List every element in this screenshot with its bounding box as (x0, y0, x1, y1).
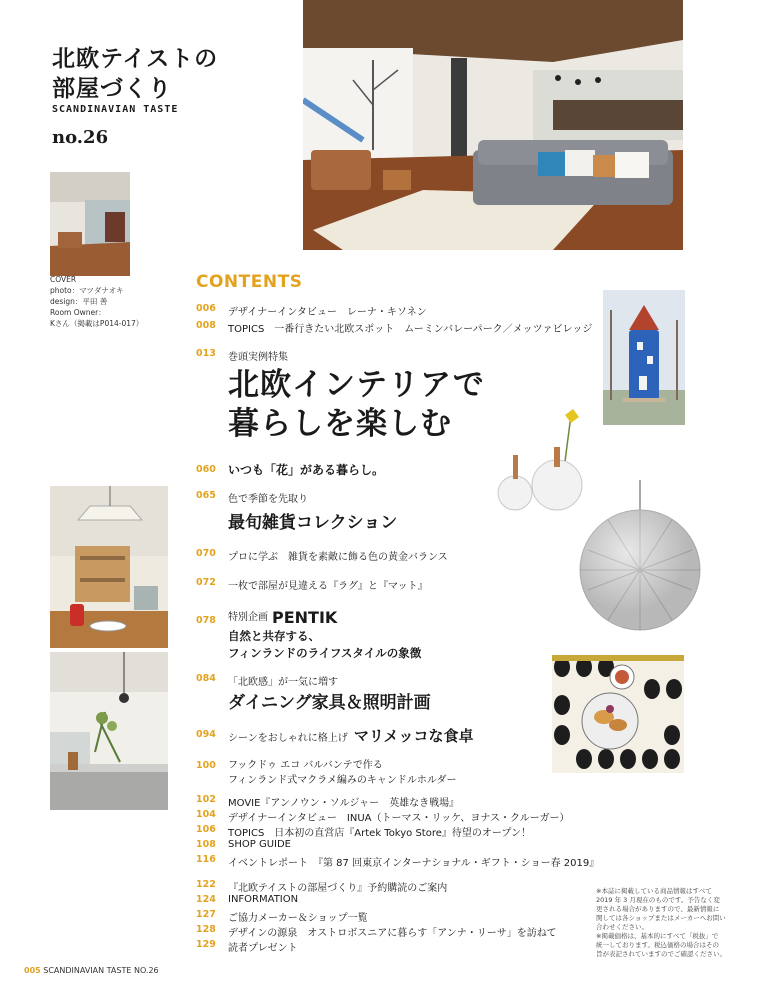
toc-page: 127 (196, 909, 216, 920)
note-line: 更される場合がありますので、最新情報に (596, 905, 720, 913)
magazine-subtitle: SCANDINAVIAN TASTE (52, 104, 179, 115)
disclaimer-notes (596, 887, 746, 959)
toc-headline: PENTIK (272, 608, 338, 627)
toc-item[interactable] (196, 924, 557, 939)
toc-page: 013 (196, 348, 216, 359)
toc-text (228, 758, 457, 788)
toc-item[interactable] (196, 758, 457, 788)
toc-label: 巻頭実例特集 (228, 352, 288, 363)
toc-headline: ダイニング家具＆照明計画 (228, 693, 431, 713)
footer-page-number: 005 (24, 966, 41, 975)
toc-subtext-line: フィンランドのライフスタイルの象徴 (228, 646, 422, 660)
toc-label: 色で季節を先取り (228, 494, 308, 505)
feature-headline-line-2: 暮らしを楽しむ (228, 406, 452, 442)
magazine-title (52, 44, 218, 104)
toc-item[interactable] (196, 824, 531, 839)
toc-page: 106 (196, 824, 216, 835)
toc-page: 128 (196, 924, 216, 935)
title-line-2: 部屋づくり (52, 76, 172, 102)
toc-page: 008 (196, 320, 216, 331)
toc-page: 116 (196, 854, 216, 865)
toc-page: 100 (196, 760, 216, 771)
toc-item[interactable] (196, 320, 592, 335)
toc-page: 072 (196, 577, 216, 588)
toc-item[interactable] (196, 608, 337, 627)
toc-text: TOPICS 一番行きたい北欧スポット ムーミンバレーパーク／メッツァビレッジ (228, 324, 593, 335)
toc-label: 「北欧感」が一気に増す (228, 677, 338, 688)
toc-subtext (228, 628, 421, 662)
dining-lamp-photo (50, 486, 168, 648)
toc-page: 070 (196, 548, 216, 559)
issue-number: no.26 (52, 127, 109, 148)
toc-item[interactable] (196, 577, 428, 592)
toc-item[interactable] (196, 879, 447, 894)
cover-thumbnail (50, 172, 130, 276)
toc-page: 060 (196, 464, 216, 475)
toc-text: プロに学ぶ 雑貨を素敵に飾る色の黄金バランス (228, 552, 448, 563)
toc-item[interactable] (196, 854, 599, 869)
footer-text: SCANDINAVIAN TASTE NO.26 (43, 966, 159, 975)
toc-headline: 最旬雑貨コレクション (228, 513, 398, 533)
note-line: 旨が表記されていますのでご確認ください。 (596, 950, 726, 958)
toc-headline: マリメッコな食卓 (353, 727, 474, 745)
note-line: 2019 年 3 月現在のものです。予告なく変 (596, 896, 720, 904)
credit-line: photo：マツダナオキ (50, 286, 124, 295)
note-line: ※本誌に掲載している商品情報はすべて (596, 887, 712, 895)
toc-page: 129 (196, 939, 216, 950)
living-room-photo (303, 0, 683, 250)
glass-vases-photo (495, 405, 590, 517)
toc-page: 124 (196, 894, 216, 905)
toc-page: 108 (196, 839, 216, 850)
toc-text: イベントレポート 『第 87 回東京インターナショナル・ギフト・ショー春 2019』 (228, 858, 600, 869)
credit-line: Kさん（掲載はP014-017） (50, 319, 144, 328)
kitchen-photo (50, 652, 168, 810)
moomin-house-photo (603, 290, 685, 425)
toc-page: 006 (196, 303, 216, 314)
toc-page: 104 (196, 809, 216, 820)
note-line: 合わせください。 (596, 923, 648, 931)
toc-text: SHOP GUIDE (228, 839, 291, 850)
toc-text: デザイナーインタビュー INUA（トーマス・リッケ、ヨナス・クルーガー） (228, 813, 570, 824)
toc-text: 一枚で部屋が見違える『ラグ』と『マット』 (228, 581, 428, 592)
toc-item[interactable] (196, 729, 474, 746)
toc-item[interactable] (196, 673, 338, 688)
toc-page: 078 (196, 615, 216, 626)
toc-label: 特別企画 (228, 612, 268, 623)
toc-item[interactable] (196, 490, 308, 505)
marimekko-table-photo (552, 655, 684, 773)
toc-text: デザインの源泉 オストロボスニアに暮らす「アンナ・リーサ」を訪ねて (228, 928, 557, 939)
pendant-lamp-photo (578, 480, 703, 635)
toc-text: 読者プレゼント (228, 943, 298, 954)
credit-line: COVER (50, 275, 77, 284)
cover-credits (50, 274, 170, 329)
toc-page: 065 (196, 490, 216, 501)
toc-text: INFORMATION (228, 894, 299, 905)
toc-item[interactable] (196, 939, 298, 954)
toc-label: シーンをおしゃれに格上げ (228, 733, 348, 744)
toc-page: 084 (196, 673, 216, 684)
page-footer (24, 966, 159, 975)
toc-text: いつも「花」がある暮らし。 (228, 463, 385, 477)
note-line: 統一しております。税込価格の場合はその (596, 941, 719, 949)
toc-text-line: フックドゥ エコ バルバンテで作る (228, 760, 383, 771)
toc-text: ご協力メーカー＆ショップ一覧 (228, 913, 368, 924)
toc-text: デザイナーインタビュー レーナ・キソネン (228, 307, 427, 318)
contents-heading: CONTENTS (196, 272, 303, 292)
toc-text: 『北欧テイストの部屋づくり』予約購読のご案内 (228, 883, 448, 894)
toc-text: MOVIE『アンノウン・ソルジャー 英雄なき戦場』 (228, 798, 460, 809)
title-line-1: 北欧テイストの (52, 46, 219, 72)
toc-item[interactable] (196, 794, 459, 809)
toc-item[interactable] (196, 461, 384, 478)
toc-text-line: フィンランド式マクラメ編みのキャンドルホルダー (228, 775, 457, 786)
toc-item[interactable] (196, 909, 368, 924)
toc-item[interactable] (196, 894, 298, 905)
credit-line: Room Owner： (50, 308, 106, 317)
toc-page: 102 (196, 794, 216, 805)
note-line: 関しては各ショップまたはメーカーへお問い (596, 914, 726, 922)
note-line: ※掲載価格は、基本的にすべて「税抜」で (596, 932, 719, 940)
credit-line: design：平田 善 (50, 297, 108, 306)
toc-item[interactable] (196, 303, 427, 318)
feature-headline-line-1: 北欧インテリアで (228, 367, 485, 403)
feature-headline (228, 366, 485, 444)
toc-item[interactable] (196, 548, 448, 563)
toc-item[interactable] (196, 809, 570, 824)
toc-item[interactable] (196, 839, 291, 850)
toc-page: 094 (196, 729, 216, 740)
toc-item-feature[interactable] (196, 348, 288, 363)
toc-text: TOPICS 日本初の直営店『Artek Tokyo Store』待望のオープン！ (228, 828, 531, 839)
toc-subtext-line: 自然と共存する、 (228, 629, 320, 643)
toc-page: 122 (196, 879, 216, 890)
